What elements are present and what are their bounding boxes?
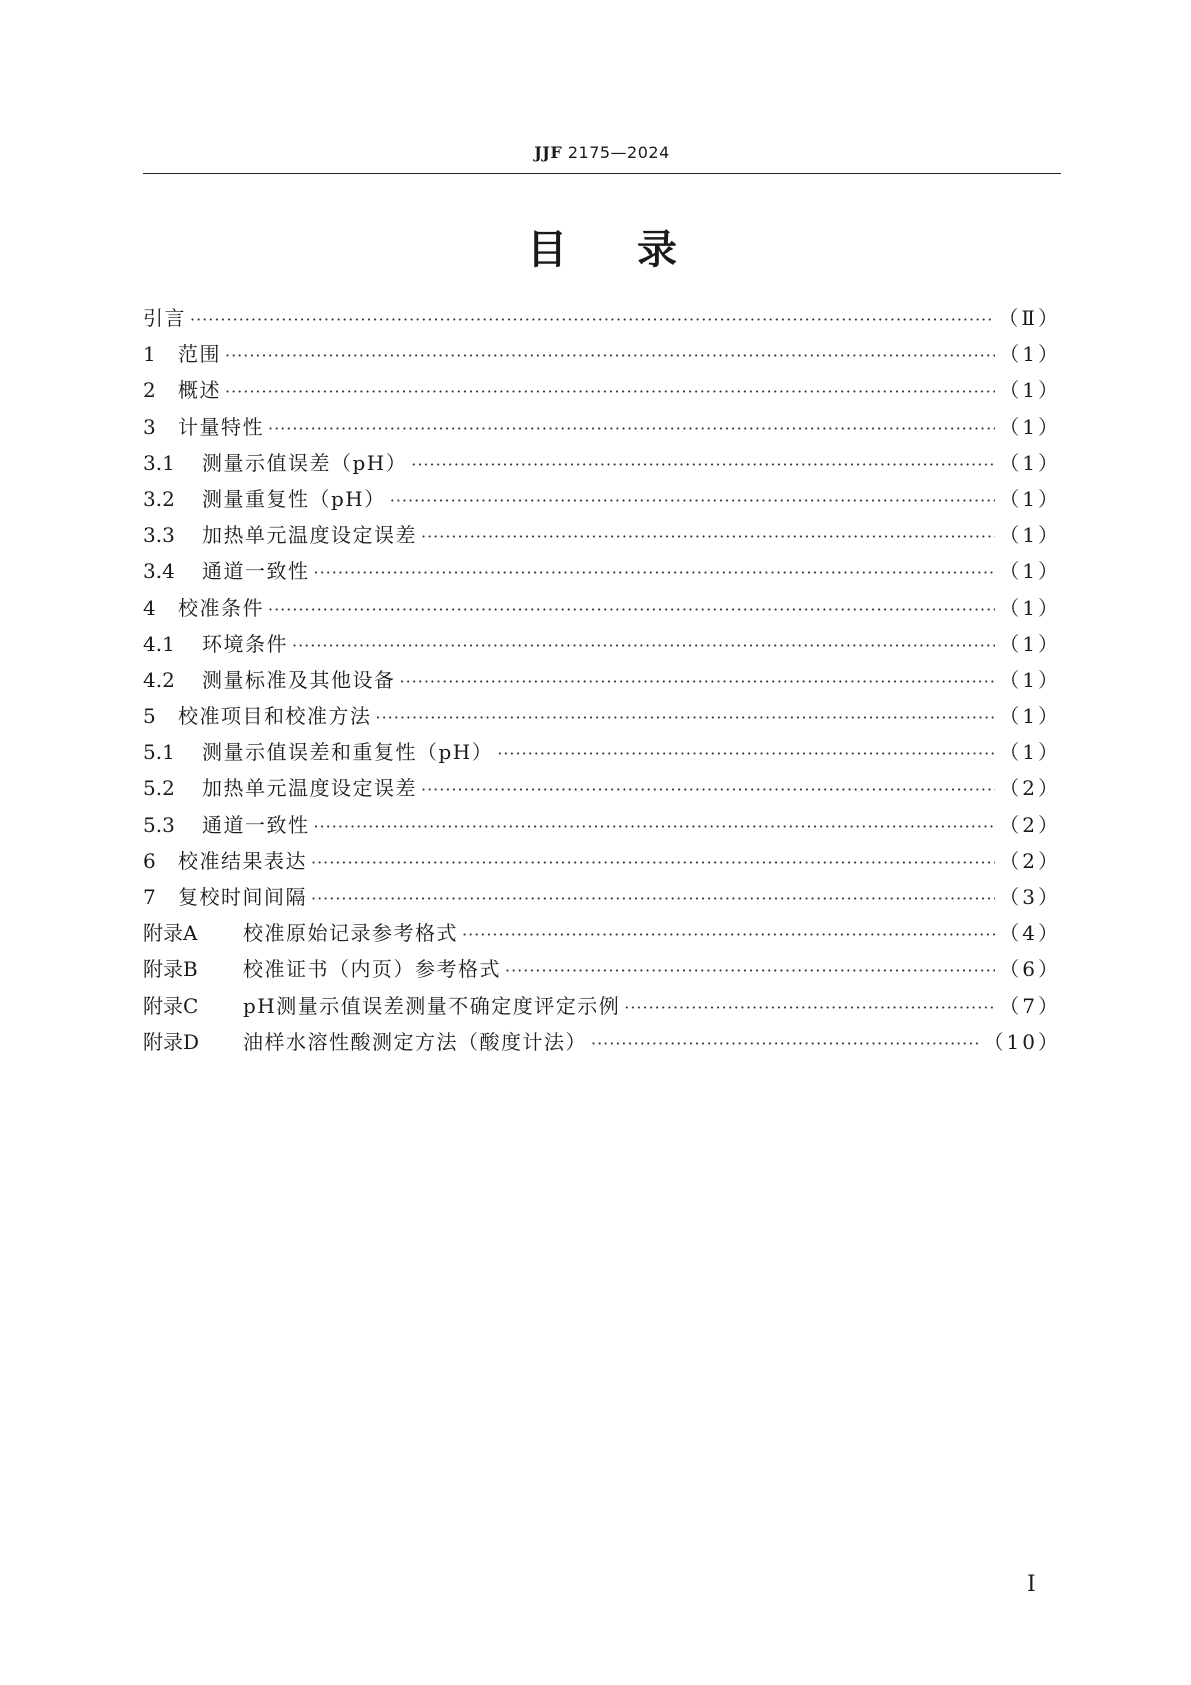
toc-entry-page: （1） bbox=[999, 342, 1061, 367]
page-number: Ⅰ bbox=[1027, 1572, 1036, 1597]
toc-entry-page: （3） bbox=[999, 885, 1061, 909]
toc-entry-number: 7 bbox=[143, 885, 156, 909]
toc-entry-number: 附录D bbox=[143, 1029, 200, 1054]
toc-entry-page: （1） bbox=[999, 378, 1061, 403]
toc-dot-leader bbox=[268, 411, 995, 447]
toc-entry-number: 附录B bbox=[143, 957, 198, 982]
toc-entry-number: 3.3 bbox=[143, 523, 175, 548]
toc-entry-label: 校准项目和校准方法 bbox=[178, 704, 372, 729]
toc-entry[interactable] bbox=[143, 445, 1061, 481]
toc-entry-number: 3.1 bbox=[143, 450, 175, 475]
toc-dot-leader bbox=[311, 845, 995, 881]
toc-entry-label: 加热单元温度设定误差 bbox=[202, 776, 417, 801]
toc-dot-leader bbox=[400, 664, 996, 700]
toc-entry-label: 复校时间间隔 bbox=[178, 885, 307, 909]
toc-entry-page: （1） bbox=[999, 523, 1061, 548]
toc-entry-label: 校准结果表达 bbox=[178, 848, 307, 873]
toc-entry[interactable] bbox=[143, 372, 1061, 408]
toc-entry-label: 引言 bbox=[143, 306, 186, 330]
toc-dot-leader bbox=[225, 374, 995, 410]
toc-entry-page: （2） bbox=[999, 776, 1061, 801]
toc-dot-leader bbox=[225, 338, 995, 374]
toc-entry-number: 5 bbox=[143, 704, 156, 729]
toc-entry-number: 4.2 bbox=[143, 667, 175, 692]
toc-entry[interactable] bbox=[143, 951, 1061, 987]
toc-entry-page: （1） bbox=[999, 667, 1061, 692]
toc-entry-label: 测量重复性（pH） bbox=[202, 486, 386, 511]
toc-entry-page: （10） bbox=[983, 1029, 1061, 1054]
toc-dot-leader bbox=[421, 772, 995, 808]
toc-entry[interactable] bbox=[143, 807, 1061, 843]
header-rule bbox=[143, 173, 1061, 174]
toc-entry-label: pH测量示值误差测量不确定度评定示例 bbox=[243, 993, 621, 1018]
standard-code-number: 2175—2024 bbox=[567, 143, 670, 162]
toc-entry-label: 概述 bbox=[178, 378, 221, 403]
toc-entry-label: 校准条件 bbox=[178, 595, 264, 620]
toc-entry-page: （7） bbox=[999, 993, 1061, 1018]
toc-entry-number: 1 bbox=[143, 342, 156, 367]
toc-dot-leader bbox=[390, 483, 996, 519]
toc-entry[interactable] bbox=[143, 481, 1061, 517]
toc-entry-page: （1） bbox=[999, 450, 1061, 475]
toc-dot-leader bbox=[311, 881, 995, 917]
toc-entry-label: 校准证书（内页）参考格式 bbox=[243, 957, 501, 982]
toc-entry-number: 6 bbox=[143, 848, 156, 873]
toc-entry-label: 通道一致性 bbox=[202, 559, 310, 584]
toc-entry[interactable] bbox=[143, 336, 1061, 372]
toc-entry-page: （1） bbox=[999, 631, 1061, 656]
toc-entry-label: 通道一致性 bbox=[202, 812, 310, 837]
toc-entry-number: 3.4 bbox=[143, 559, 175, 584]
toc-dot-leader bbox=[190, 302, 994, 338]
toc-entry[interactable] bbox=[143, 879, 1061, 915]
toc-dot-leader bbox=[505, 953, 995, 989]
toc-entry-number: 5.1 bbox=[143, 740, 175, 765]
toc-entry[interactable] bbox=[143, 770, 1061, 806]
toc-entry-page: （1） bbox=[999, 704, 1061, 729]
toc-entry[interactable] bbox=[143, 734, 1061, 770]
toc-entry-number: 附录C bbox=[143, 993, 199, 1018]
toc-entry-label: 测量示值误差和重复性（pH） bbox=[202, 740, 494, 765]
toc-entry-number: 5.2 bbox=[143, 776, 175, 801]
toc-entry[interactable] bbox=[143, 517, 1061, 553]
standard-code-prefix: JJF bbox=[534, 143, 563, 162]
toc-dot-leader bbox=[462, 917, 995, 953]
toc-entry[interactable] bbox=[143, 409, 1061, 445]
toc-entry-number: 4 bbox=[143, 595, 156, 620]
toc-entry-number: 3 bbox=[143, 414, 156, 439]
toc-entry-page: （6） bbox=[999, 957, 1061, 982]
toc-dot-leader bbox=[376, 700, 996, 736]
toc-dot-leader bbox=[314, 809, 996, 845]
toc-entry[interactable] bbox=[143, 915, 1061, 951]
toc-dot-leader bbox=[497, 736, 995, 772]
toc-entry[interactable] bbox=[143, 698, 1061, 734]
page-title: 目录 bbox=[527, 227, 747, 273]
toc-entry-page: （1） bbox=[999, 414, 1061, 439]
toc-entry-page: （2） bbox=[999, 812, 1061, 837]
toc-entry[interactable] bbox=[143, 626, 1061, 662]
toc-dot-leader bbox=[591, 1026, 980, 1062]
toc-entry[interactable] bbox=[143, 843, 1061, 879]
toc-entry[interactable] bbox=[143, 662, 1061, 698]
toc-entry[interactable] bbox=[143, 988, 1061, 1024]
toc-dot-leader bbox=[314, 555, 996, 591]
toc-entry-number: 4.1 bbox=[143, 631, 175, 656]
toc-entry[interactable] bbox=[143, 1024, 1061, 1060]
toc-entry-page: （1） bbox=[999, 559, 1061, 584]
toc-entry-label: 加热单元温度设定误差 bbox=[202, 523, 417, 548]
toc-dot-leader bbox=[292, 628, 995, 664]
toc-dot-leader bbox=[411, 447, 995, 483]
toc-entry-label: 计量特性 bbox=[178, 414, 264, 439]
toc-entry-page: （Ⅱ） bbox=[998, 306, 1061, 330]
toc-entry-page: （4） bbox=[999, 921, 1061, 946]
toc-dot-leader bbox=[268, 592, 995, 628]
toc-entry[interactable] bbox=[143, 590, 1061, 626]
table-of-contents bbox=[143, 300, 1061, 1060]
toc-entry-label: 校准原始记录参考格式 bbox=[243, 921, 458, 946]
toc-entry-label: 油样水溶性酸测定方法（酸度计法） bbox=[243, 1029, 587, 1054]
document-header bbox=[143, 143, 1061, 162]
toc-entry-label: 范围 bbox=[178, 342, 221, 367]
toc-entry-number: 5.3 bbox=[143, 812, 175, 837]
toc-entry[interactable] bbox=[143, 300, 1061, 336]
toc-entry-page: （1） bbox=[999, 595, 1061, 620]
toc-entry-label: 环境条件 bbox=[202, 631, 288, 656]
toc-entry-number: 附录A bbox=[143, 921, 198, 946]
toc-dot-leader bbox=[624, 990, 995, 1026]
toc-entry-number: 2 bbox=[143, 378, 156, 403]
toc-dot-leader bbox=[421, 519, 995, 555]
toc-entry[interactable] bbox=[143, 553, 1061, 589]
toc-entry-number: 3.2 bbox=[143, 486, 175, 511]
toc-entry-label: 测量示值误差（pH） bbox=[202, 450, 408, 475]
toc-entry-page: （2） bbox=[999, 848, 1061, 873]
toc-entry-page: （1） bbox=[999, 740, 1061, 765]
toc-entry-label: 测量标准及其他设备 bbox=[202, 667, 396, 692]
toc-entry-page: （1） bbox=[999, 486, 1061, 511]
